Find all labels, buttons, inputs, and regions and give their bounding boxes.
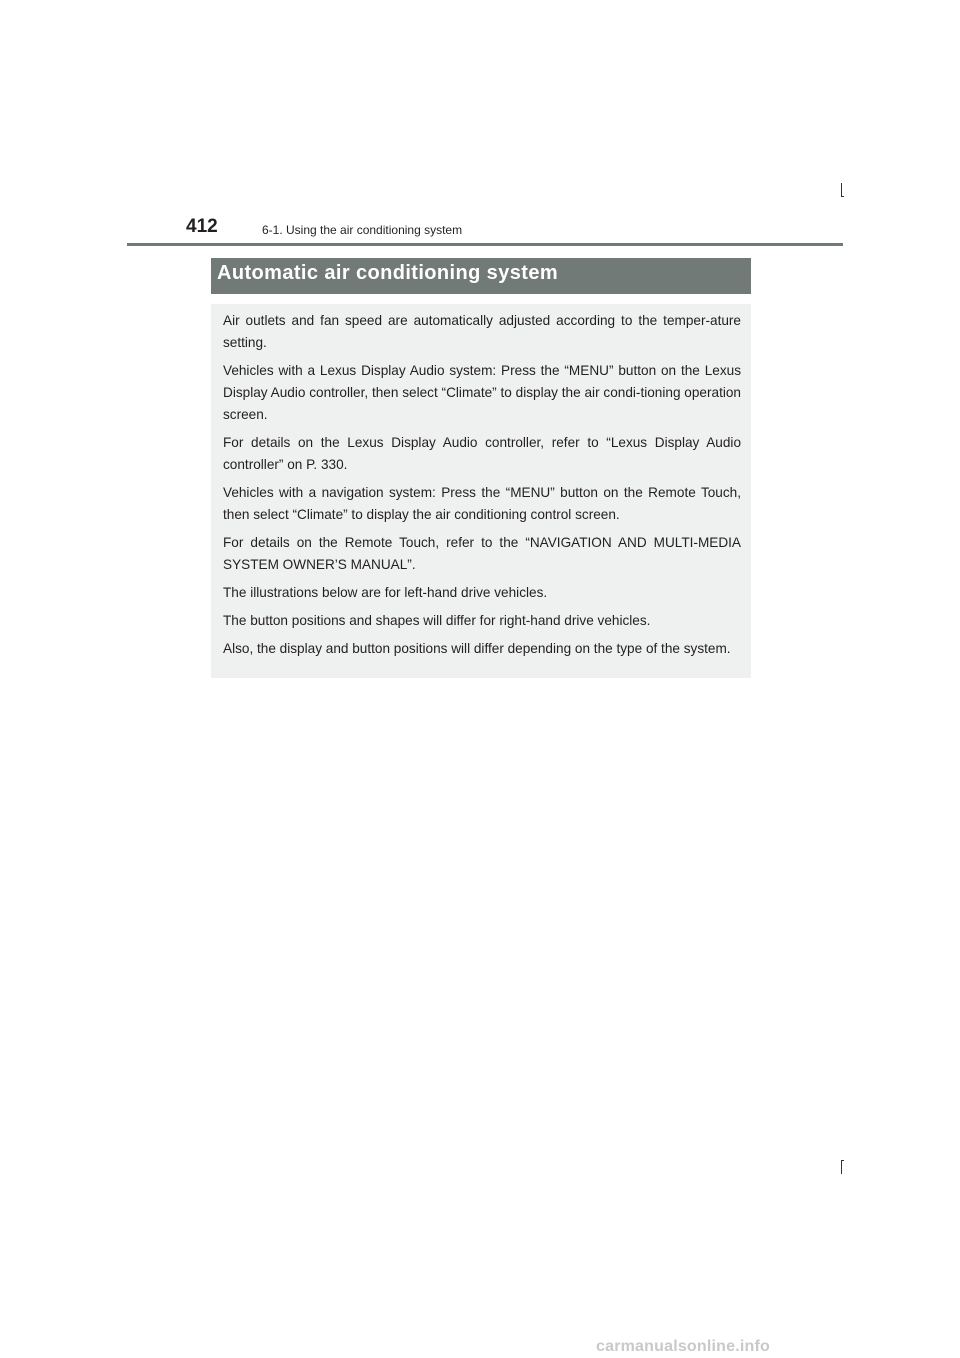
paragraph-right-hand-drive: The button positions and shapes will differ for right-hand drive vehicles. <box>223 613 651 628</box>
section-title: Automatic air conditioning system <box>217 262 559 284</box>
header-rule <box>127 243 843 246</box>
title-bar <box>211 258 751 294</box>
section-header: 6-1. Using the air conditioning system <box>262 223 463 237</box>
paragraph-system-type: Also, the display and button positions will differ depending on the type of the system. <box>223 641 731 656</box>
paragraph-left-hand-drive: The illustrations below are for left-hand drive vehicles. <box>223 585 548 600</box>
paragraph-auto-adjust: Air outlets and fan speed are automatically adjusted according to the temper-ature setting. <box>223 313 741 350</box>
crop-mark-bottom <box>841 1160 842 1174</box>
watermark: carmanualsonline.info <box>596 1338 771 1355</box>
crop-mark-top <box>841 183 842 197</box>
paragraph-navigation: Vehicles with a navigation system: Press the “MENU” button on the Remote Touch, then select “Climate” to display the air conditioning control screen. <box>223 485 741 522</box>
page-number: 412 <box>186 216 218 237</box>
paragraph-display-audio-details: For details on the Lexus Display Audio controller, refer to “Lexus Display Audio controller” on P. 330. <box>223 435 741 472</box>
info-box <box>211 304 751 678</box>
paragraph-display-audio: Vehicles with a Lexus Display Audio system: Press the “MENU” button on the Lexus Display Audio controller, then select “Climate” to display the air condi-tioning operation screen. <box>223 363 741 422</box>
crop-mark-top-foot <box>841 196 844 197</box>
paragraph-remote-touch-details: For details on the Remote Touch, refer to the “NAVIGATION AND MULTI-MEDIA SYSTEM OWNER’S MANUAL”. <box>223 535 741 572</box>
crop-mark-bottom-foot <box>841 1160 844 1161</box>
